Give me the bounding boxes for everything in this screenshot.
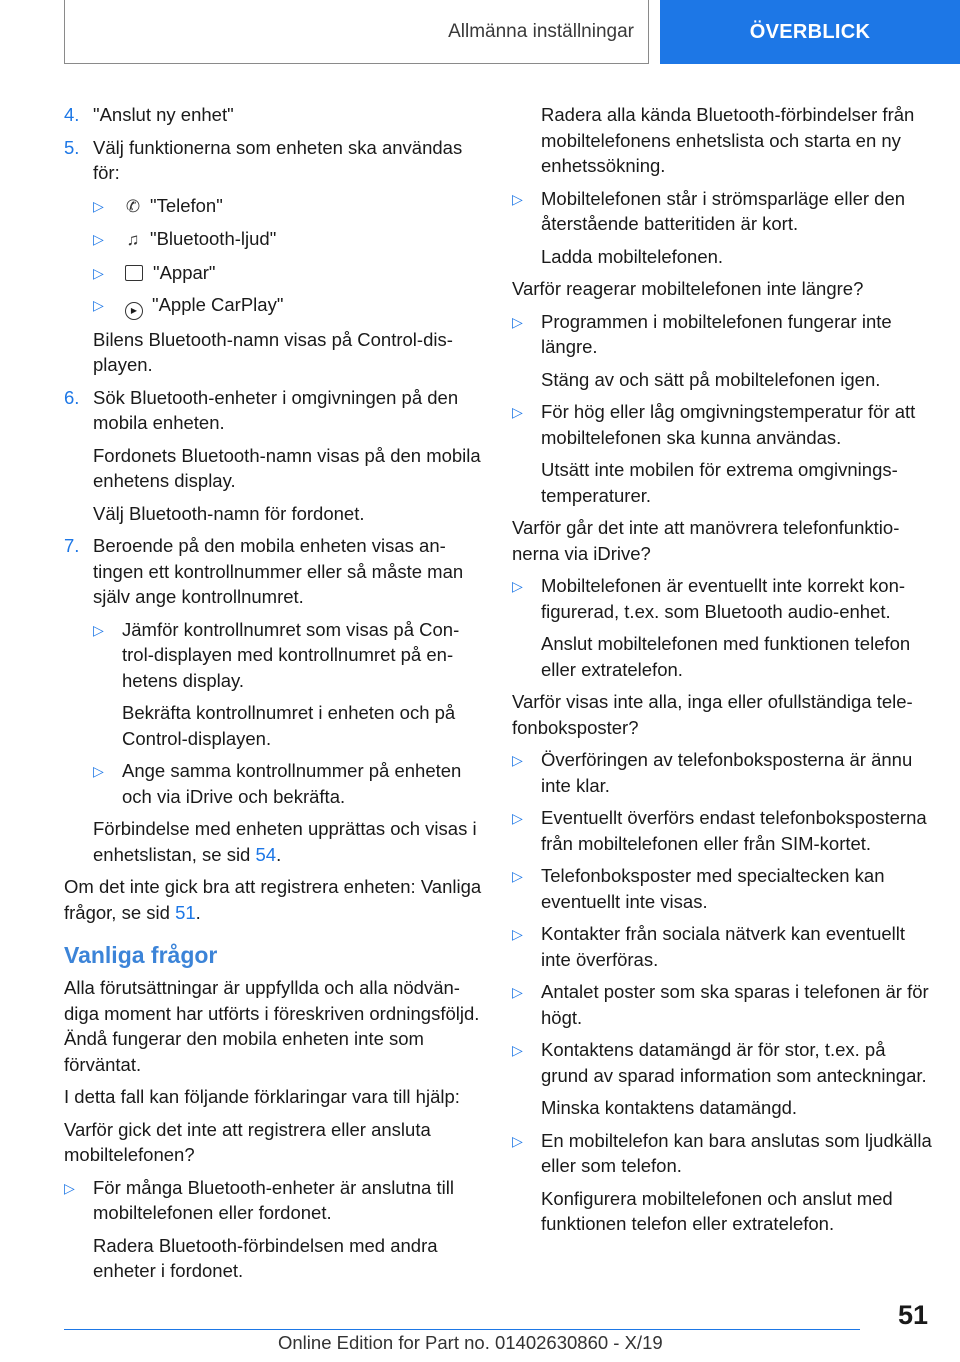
option-label: "Bluetooth-ljud" [150, 228, 277, 249]
page-number: 51 [897, 1300, 928, 1330]
q3-bullet-1 [512, 573, 932, 624]
step-text: Beroende på den mobila enheten visas antingen ett kontrollnummer eller så måste man själv ange kontrollnumret. [93, 535, 464, 608]
note-end: . [276, 843, 282, 865]
q4-bullet-4 [512, 921, 932, 972]
left-column [64, 102, 484, 1291]
bullet-text: Överföringen av telefonboksposterna är ännu inte klar. [541, 749, 913, 796]
fail-end: . [195, 901, 201, 923]
page-link-54[interactable]: 54 [255, 843, 277, 865]
footer-divider [64, 1329, 860, 1330]
step-number: 7. [64, 535, 80, 557]
faq-question-2: Varför reagerar mobiltelefonen inte längre? [512, 278, 864, 299]
bullet-text: För hög eller låg omgivningstemperatur för att mobiltelefonen ska kunna användas. [541, 401, 916, 448]
faq-question-1: Varför gick det inte att registrera eller ansluta mobiltelefonen? [64, 1118, 431, 1166]
bullet-icon: ▷ [512, 404, 523, 420]
step-6-note-2: Välj Bluetooth-namn för fordonet. [93, 502, 365, 524]
step-6 [64, 385, 484, 436]
q2-bullet-1 [512, 309, 932, 360]
header-section-title [64, 0, 649, 64]
faq-question-3: Varför går det inte att manövrera telefonfunktionerna via iDrive? [512, 517, 900, 564]
bullet-text: Kontaktens datamängd är för stor, t.ex. på grund av sparad information som anteckningar. [541, 1039, 927, 1086]
q4-bullet-1 [512, 747, 932, 798]
option-carplay [64, 292, 484, 320]
bullet-text: Antalet poster som ska sparas i telefonen är för högt. [541, 981, 929, 1028]
fail-note [64, 874, 484, 925]
bullet-text: Mobiltelefonen står i strömsparläge eller den återstående batteritiden är kort. [541, 187, 906, 234]
bullet-text: Mobiltelefonen är eventuellt inte korrekt konfigurerad, t.ex. som Bluetooth audio-enhet. [541, 575, 906, 622]
page-link-51[interactable]: 51 [175, 901, 196, 923]
footer-edition: Online Edition for Part no. 01402630860 - X/19 [278, 1332, 663, 1353]
bullet-icon: ▷ [512, 1042, 523, 1058]
q1-bullet-1 [64, 1175, 484, 1226]
section-title: Allmänna inställningar [448, 20, 634, 42]
apps-icon [125, 265, 143, 281]
bullet-icon: ▷ [512, 752, 523, 768]
phone-icon: ✆ [125, 196, 141, 216]
bullet-icon: ▷ [512, 810, 523, 826]
step-text: Sök Bluetooth-enheter i omgivningen på den mobila enheten. [93, 386, 459, 434]
bullet-text: En mobiltelefon kan bara anslutas som ljudkälla eller som telefon. [541, 1129, 932, 1176]
bullet-icon: ▷ [93, 763, 104, 780]
option-label: "Telefon" [150, 194, 223, 216]
q4-bullet-6 [512, 1037, 932, 1088]
bullet-icon: ▷ [512, 313, 523, 330]
q4-bullet-7-note: Konfigurera mobiltelefonen och anslut med funktionen telefon eller extratelefon. [541, 1187, 893, 1234]
bullet-icon: ▷ [512, 926, 523, 942]
option-bluetooth-audio [64, 226, 484, 253]
step-text: "Anslut ny enhet" [93, 104, 234, 125]
bullet-icon: ▷ [93, 264, 104, 281]
bullet-icon: ▷ [93, 297, 104, 313]
step-5 [64, 135, 484, 186]
right-column [512, 102, 932, 1244]
q4-bullet-5 [512, 979, 932, 1030]
step-7-note [64, 816, 484, 867]
faq-question-4: Varför visas inte alla, inga eller ofullständiga telefonboksposter? [512, 691, 913, 738]
tab-label: ÖVERBLICK [749, 20, 871, 43]
bullet-icon: ▷ [93, 197, 104, 214]
bullet-icon: ▷ [512, 984, 523, 1000]
option-phone [64, 193, 484, 220]
bullet-text: Eventuellt överförs endast telefonboksposterna från mobiltelefonen eller från SIM-kortet. [541, 807, 927, 854]
q1-bullet-2 [512, 186, 932, 237]
step-6-note-1: Fordonets Bluetooth-namn visas på den mobila enhetens display. [93, 444, 481, 492]
q4-bullet-7 [512, 1128, 932, 1179]
q2-bullet-1-note: Stäng av och sätt på mobiltelefonen igen. [541, 368, 881, 390]
bullet-icon: ▷ [93, 621, 104, 638]
step-7-bullet-2 [64, 758, 484, 809]
bullet-text: För många Bluetooth-enheter är anslutna till mobiltelefonen eller fordonet. [93, 1176, 454, 1224]
step-7 [64, 533, 484, 610]
step-text: Välj funktionerna som enheten ska användas för: [93, 136, 463, 183]
fail-text: Om det inte gick bra att registrera enheten: Vanliga frågor, se sid [64, 876, 482, 923]
step-number: 4. [64, 104, 80, 125]
bullet-icon: ▷ [512, 190, 523, 207]
q3-bullet-1-note: Anslut mobiltelefonen med funktionen telefon eller extratelefon. [541, 633, 911, 680]
step-number: 5. [64, 136, 80, 158]
bullet-text: Ange samma kontrollnummer på enheten och via iDrive och bekräfta. [122, 760, 462, 807]
step-number: 6. [64, 386, 80, 408]
bullet-text: Kontakter från sociala nätverk kan eventuellt inte överföras. [541, 923, 906, 970]
header-tab-overview[interactable] [660, 0, 960, 64]
faq-heading: Vanliga frågor [64, 942, 218, 969]
q4-bullet-3 [512, 863, 932, 914]
q1-bullet-1-note: Radera Bluetooth-förbindelsen med andra enheter i fordonet. [93, 1234, 438, 1282]
faq-intro: Alla förutsättningar är uppfyllda och alla nödvändiga moment har utförts i föreskriven ordningsföljd. Ändå fungerar den mobila enheten inte som förväntat. [64, 977, 480, 1075]
step-5-note: Bilens Bluetooth-namn visas på Control-displayen. [93, 328, 453, 376]
bullet-icon: ▷ [512, 578, 523, 594]
option-apps [64, 260, 484, 286]
bullet-text: Telefonboksposter med specialtecken kan eventuellt inte visas. [541, 865, 885, 912]
q1-bullet-2-note: Ladda mobiltelefonen. [541, 245, 724, 267]
step-4 [64, 102, 484, 128]
step-7-bullet-1 [64, 617, 484, 694]
step-7-bullet-1-note: Bekräfta kontrollnumret i enheten och på Control-displayen. [122, 702, 456, 749]
bullet-icon: ▷ [93, 231, 104, 247]
bullet-icon: ▷ [512, 868, 523, 884]
q1-bullet-1-note-cont: Radera alla kända Bluetooth-förbindelser från mobiltelefonens enhetslista och starta en ny enhetssökning. [541, 104, 915, 176]
bullet-icon: ▷ [64, 1179, 75, 1196]
q2-bullet-2 [512, 399, 932, 450]
q2-bullet-2-note: Utsätt inte mobilen för extrema omgivningstemperaturer. [541, 459, 898, 506]
q4-bullet-6-note: Minska kontaktens datamängd. [541, 1097, 798, 1118]
option-label: "Appar" [153, 261, 216, 283]
bullet-text: Programmen i mobiltelefonen fungerar inte längre. [541, 310, 892, 357]
note-text: Förbindelse med enheten upprättas och visas i enhetslistan, se sid [93, 818, 477, 865]
music-note-icon: ♫ [126, 230, 140, 249]
option-label: "Apple CarPlay" [152, 294, 284, 315]
bullet-text: Jämför kontrollnumret som visas på Control-displayen med kontrollnumret på enhetens display. [122, 618, 460, 691]
carplay-icon: ▶ [125, 302, 143, 320]
bullet-icon: ▷ [512, 1132, 523, 1149]
faq-help: I detta fall kan följande förklaringar vara till hjälp: [64, 1086, 460, 1108]
q4-bullet-2 [512, 805, 932, 856]
